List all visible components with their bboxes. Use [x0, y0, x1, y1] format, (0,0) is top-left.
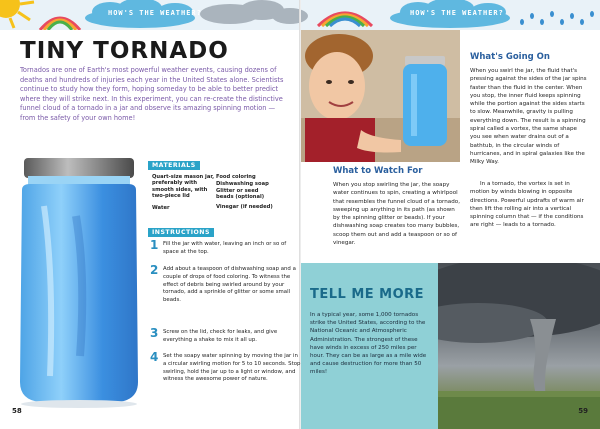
material-item: Food coloring: [216, 174, 256, 180]
page-number-left: 58: [12, 407, 22, 415]
materials-label: MATERIALS: [148, 161, 200, 170]
material-item: Dishwashing soap: [216, 181, 269, 187]
watch-paragraph: When you stop swirling the jar, the soapy water continues to spin, creating a whirlpool that resembles the funnel cloud of a tornado, sweeping up anything in its path (as shown by the spinning glitter or beads). If your dishwashing soap creates too many bubbles, scoop them out and add a teaspoon or so of vinegar.: [333, 182, 460, 247]
step-text: Add about a teaspoon of dishwashing soap and a couple of drops of food coloring. To witness the effect of debris being swirled around by your tornado, add a sprinkle of glitter or some small beads.: [163, 266, 296, 304]
rainbow-icon: [40, 18, 80, 30]
watch-heading: What to Watch For: [333, 166, 423, 176]
material-item: Water: [152, 205, 170, 211]
instructions-label: INSTRUCTIONS: [148, 228, 214, 237]
tell-title: TELL ME MORE: [310, 287, 425, 302]
page-title: TINY TORNADO: [20, 38, 229, 64]
tornado-photo: [438, 263, 600, 429]
intro-paragraph: Tornados are one of Earth's most powerful weather events, causing dozens of deaths and hundreds of injuries each year in the United States alone. Scientists continue to study how they form, hoping someday to be able to better predict where they will strike next. In this experiment, you can re-create the distinctive funnel cloud of a tornado in a jar and observe its amazing spinning motion — from the safety of your own home!: [20, 66, 284, 122]
material-item: Glitter or seed beads (optional): [216, 188, 265, 201]
material-item: Quart-size mason jar, preferably with smooth sides, with two-piece lid: [152, 174, 215, 200]
step-number: 1: [150, 238, 159, 252]
step-number: 2: [150, 263, 159, 277]
mason-jar-image: [14, 156, 144, 408]
step-number: 3: [150, 326, 159, 340]
tornado-funnel-icon: [530, 319, 556, 399]
going-paragraph-1: When you swirl the jar, the fluid that's pressing against the sides of the jar spins faster than the fluid in the center. When you stop, the inner fluid keeps spinning while the portion against the sides starts to slow. Meanwhile, gravity is pulling everything down. The result is a spinning spiral called a vortex, the same shape you see when water drains out of a bathtub, in the circular winds of hurricanes, and in spiral galaxies like the Milky Way.: [470, 68, 587, 166]
raindrop-icon: [520, 11, 594, 25]
page-number-right: 59: [578, 407, 588, 415]
boy-with-jar-photo: [301, 30, 460, 162]
tell-me-more-box: [301, 263, 438, 429]
jar-lid: [24, 158, 134, 178]
storm-cloud-icon: [200, 0, 308, 24]
tell-paragraph: In a typical year, some 1,000 tornados strike the United States, according to the National Oceanic and Atmospheric Administration. The strongest of these have winds in excess of 250 miles per hour. They can be as large as a mile wide and cause destruction for more than 50 miles!: [310, 312, 427, 376]
material-item: Vinegar (if needed): [216, 204, 273, 210]
header-label-left: HOW'S THE WEATHER?: [108, 9, 202, 17]
header-label-right: HOW'S THE WEATHER?: [410, 9, 504, 17]
step-text: Screw on the lid, check for leaks, and give everything a shake to mix it all up.: [163, 329, 278, 343]
step-text: Fill the jar with water, leaving an inch or so of space at the top.: [163, 241, 287, 255]
rainbow-icon: [318, 13, 372, 26]
step-text: Set the soapy water spinning by moving the jar in a circular swirling motion for 5 to 10 seconds. Stop swirling, hold the jar up to a light or window, and witness the awesome power of nature.: [163, 353, 301, 383]
going-paragraph-2: In a tornado, the vortex is set in motion by winds blowing in opposite directions. Powerful updrafts of warm air then lift the rolling air into a vertical spinning column that — if the conditions are right — leads to a tornado.: [470, 181, 584, 229]
sun-icon: [0, 0, 34, 28]
going-heading: What's Going On: [470, 52, 550, 62]
step-number: 4: [150, 350, 159, 364]
